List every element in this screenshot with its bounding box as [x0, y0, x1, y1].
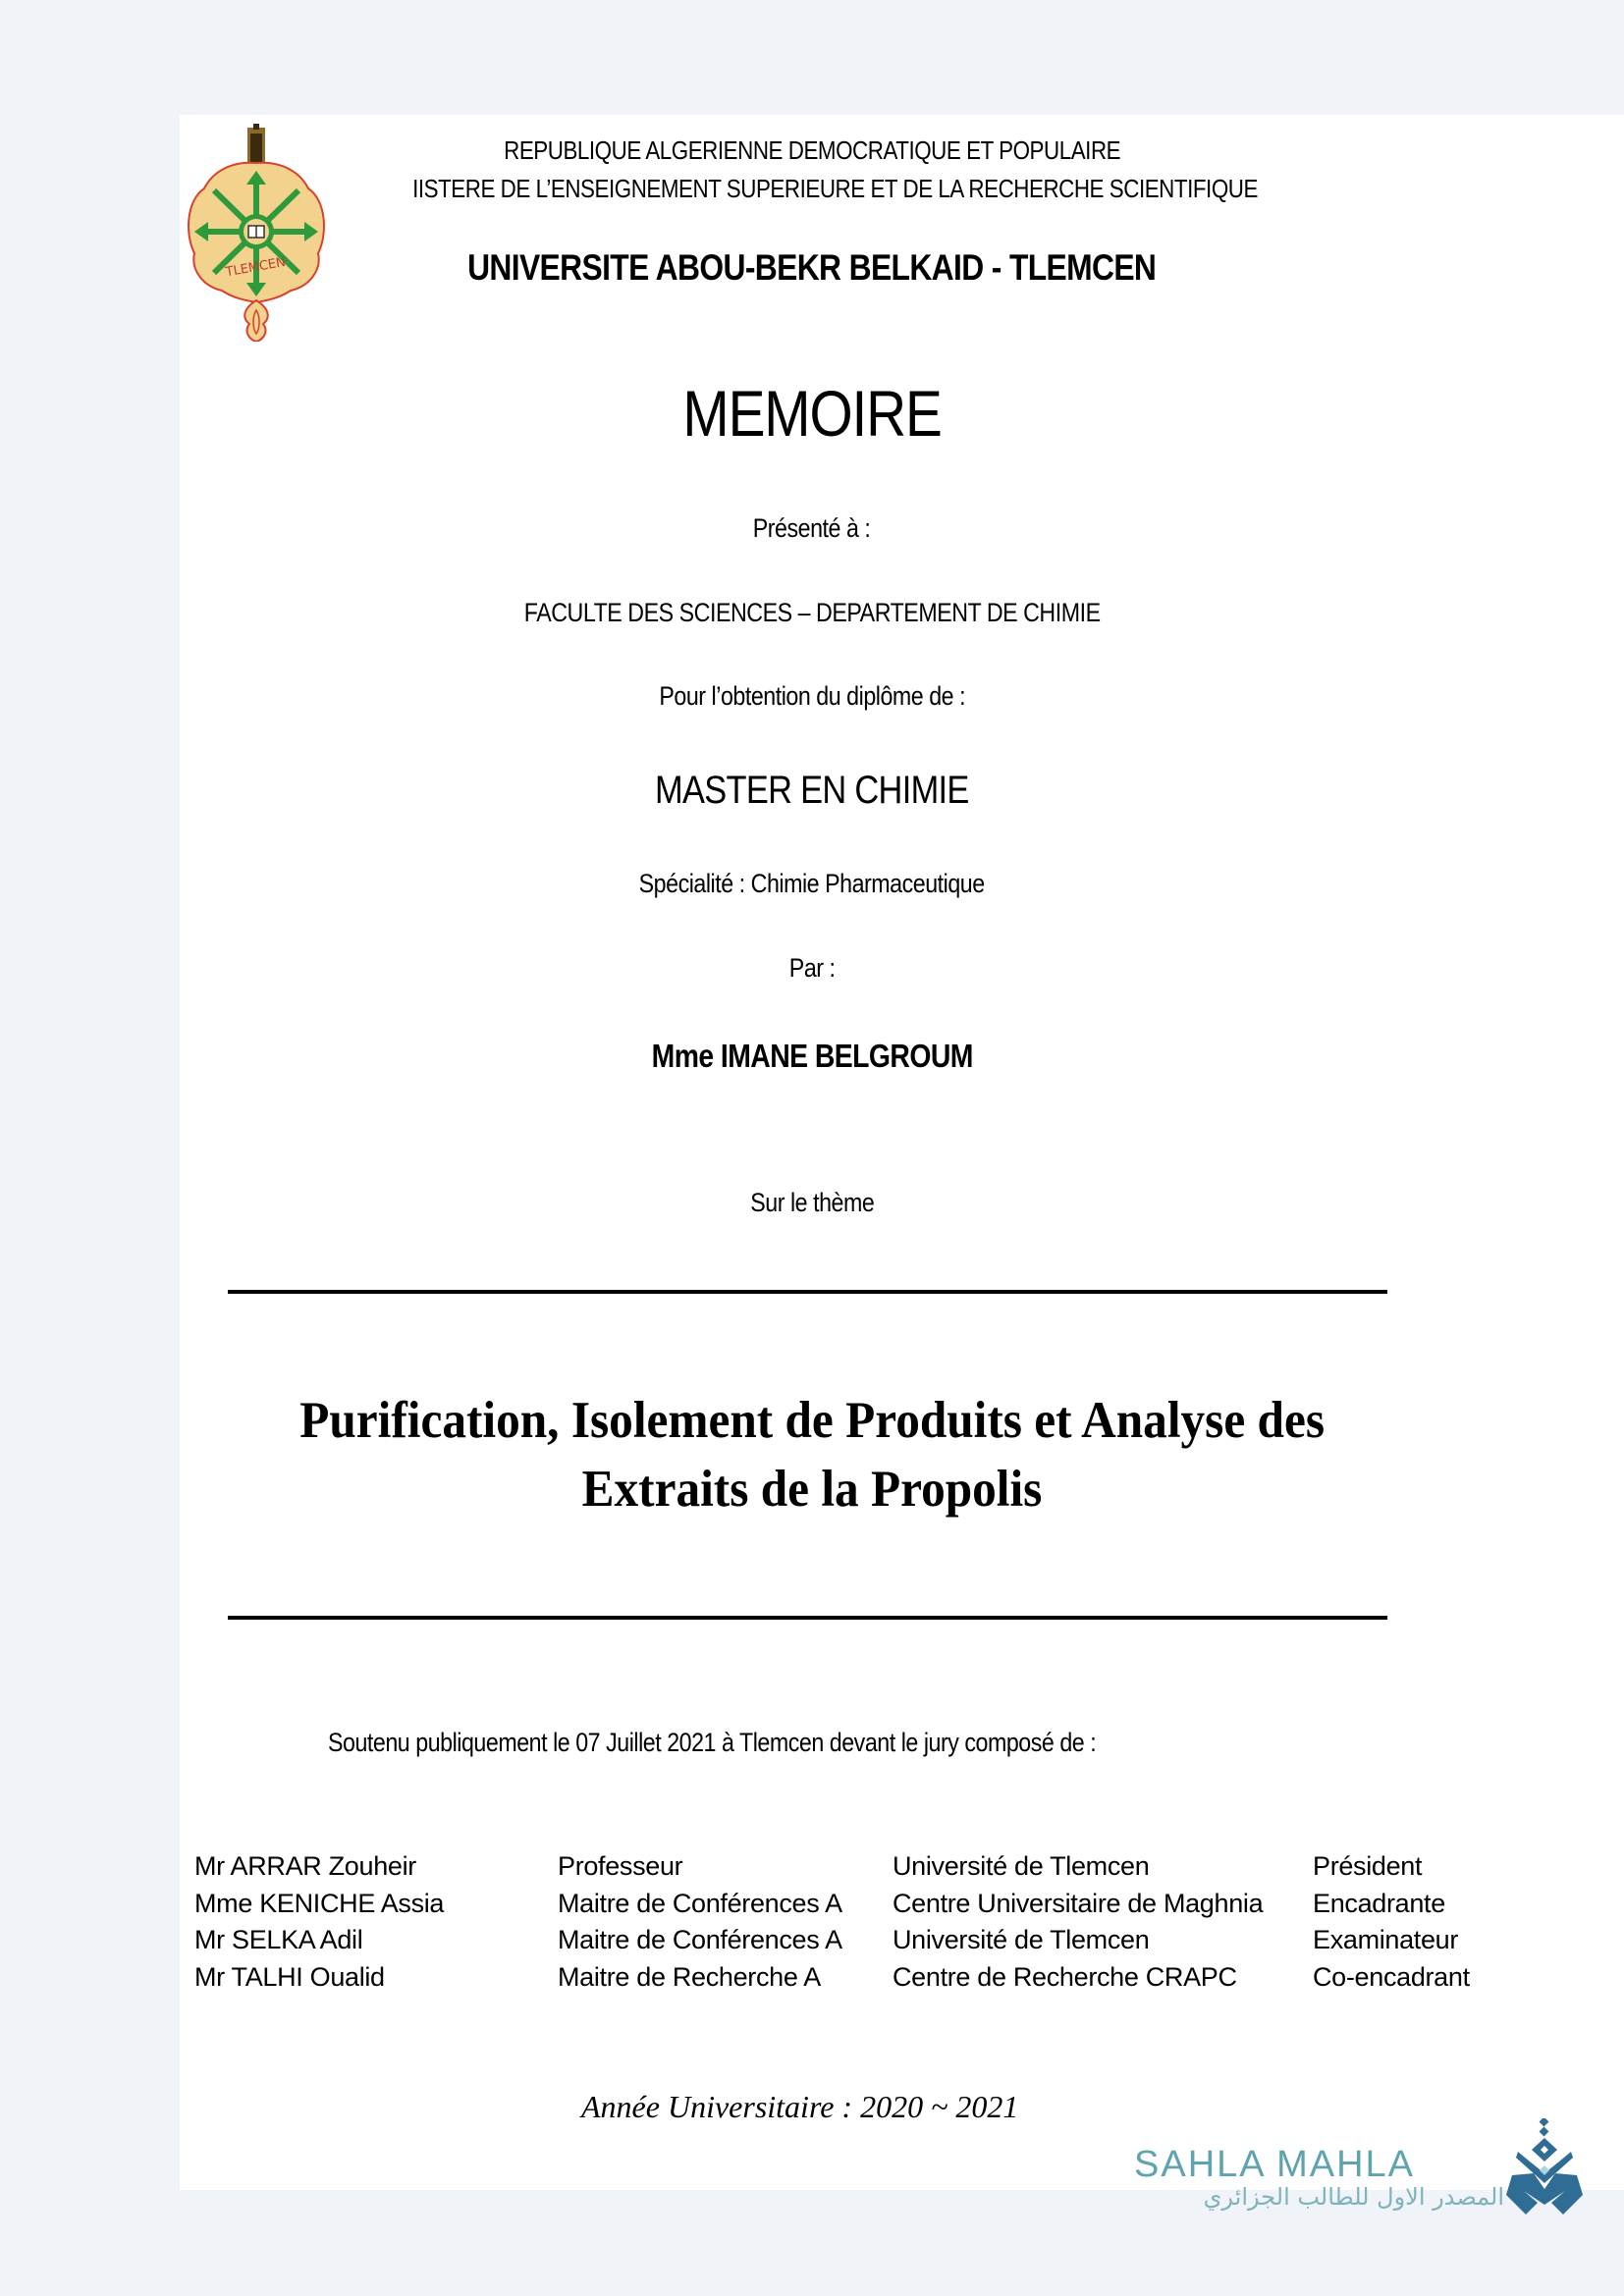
jury-institution: Centre Universitaire de Maghnia [893, 1888, 1264, 1918]
watermark-brand: SAHLA MAHLA [1134, 2144, 1415, 2185]
title-rule-bottom [228, 1616, 1387, 1620]
diploma-name: MASTER EN CHIMIE [655, 769, 969, 812]
svg-text:TLEMCEN: TLEMCEN [224, 254, 288, 281]
ministry-heading: IISTERE DE L’ENSEIGNEMENT SUPERIEURE ET DE LA RECHERCHE SCIENTIFIQUE [412, 174, 1259, 203]
jury-role: Président [1313, 1851, 1423, 1881]
jury-role: Examinateur [1313, 1925, 1459, 1954]
faculty-department: FACULTE DES SCIENCES – DEPARTEMENT DE CHIMIE [523, 598, 1101, 627]
jury-name: Mme KENICHE Assia [194, 1888, 445, 1918]
presented-to-label: Présenté à : [753, 513, 871, 543]
thesis-title-line-2: Extraits de la Propolis [581, 1461, 1043, 1518]
thesis-title-line-1: Purification, Isolement de Produits et Analyse des [299, 1392, 1325, 1449]
jury-grade: Maitre de Conférences A [558, 1888, 842, 1918]
jury-grade: Maitre de Recherche A [558, 1961, 821, 1992]
jury-name: Mr SELKA Adil [194, 1925, 363, 1954]
sahla-mahla-emblem-icon [1504, 2118, 1585, 2216]
academic-year: Année Universitaire : 2020 ~ 2021 [581, 2089, 1019, 2124]
jury-row [0, 1851, 1624, 1889]
jury-institution: Centre de Recherche CRAPC [893, 1961, 1237, 1992]
speciality: Spécialité : Chimie Pharmaceutique [638, 869, 986, 898]
by-label: Par : [788, 953, 836, 983]
jury-name: Mr TALHI Oualid [194, 1961, 385, 1992]
jury-row [0, 1962, 1624, 2000]
republic-heading: REPUBLIQUE ALGERIENNE DEMOCRATIQUE ET POPULAIRE [503, 135, 1120, 165]
university-heading: UNIVERSITE ABOU-BEKR BELKAID - TLEMCEN [467, 247, 1157, 288]
author-name: Mme IMANE BELGROUM [651, 1038, 973, 1074]
jury-name: Mr ARRAR Zouheir [194, 1851, 416, 1881]
document-type: MEMOIRE [682, 377, 942, 450]
jury-institution: Université de Tlemcen [893, 1925, 1150, 1954]
jury-row [0, 1889, 1624, 1926]
jury-role: Co-encadrant [1313, 1961, 1470, 1992]
defense-statement: Soutenu publiquement le 07 Juillet 2021 à Tlemcen devant le jury composé de : [328, 1728, 1097, 1757]
jury-grade: Maitre de Conférences A [558, 1925, 842, 1954]
watermark-tagline: المصدر الاول للطالب الجزائري [1203, 2183, 1504, 2211]
jury-table [0, 1851, 1624, 1999]
jury-institution: Université de Tlemcen [893, 1851, 1150, 1881]
theme-label: Sur le thème [749, 1188, 875, 1217]
thesis-title [228, 1386, 1396, 1523]
diploma-label: Pour l’obtention du diplôme de : [659, 681, 965, 711]
title-rule-top [228, 1290, 1387, 1294]
jury-role: Encadrante [1313, 1888, 1445, 1918]
jury-grade: Professeur [558, 1851, 683, 1881]
jury-row [0, 1925, 1624, 1962]
